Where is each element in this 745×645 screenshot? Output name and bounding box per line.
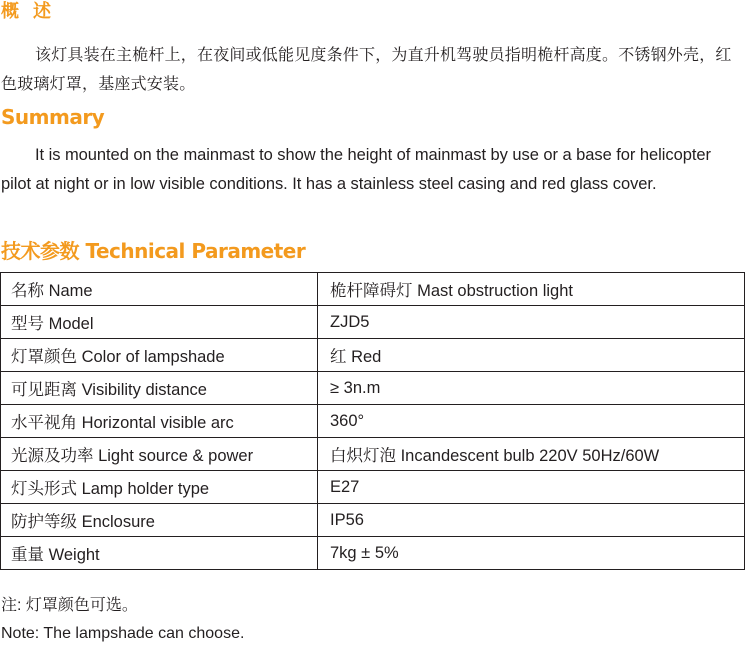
parameter-value: ZJD5 — [318, 306, 745, 339]
overview-paragraph: 该灯具装在主桅杆上，在夜间或低能见度条件下，为直升机驾驶员指明桅杆高度。不锈钢外壳，红色玻璃灯罩，基座式安装。 — [1, 45, 732, 93]
summary-heading: Summary — [1, 105, 105, 129]
table-row — [1, 438, 745, 471]
overview-heading: 概述 — [1, 1, 65, 22]
parameter-table — [0, 272, 745, 570]
table-row — [1, 504, 745, 537]
parameter-value: 桅杆障碍灯 Mast obstruction light — [318, 273, 745, 306]
parameter-label: 名称 Name — [1, 273, 318, 306]
table-row — [1, 405, 745, 438]
table-row — [1, 471, 745, 504]
summary-paragraph: It is mounted on the mainmast to show the height of mainmast by use or a base for helicopter pilot at night or in low visible conditions. It has a stainless steel casing and red glass cover. — [1, 146, 711, 193]
table-row — [1, 372, 745, 405]
parameter-label: 可见距离 Visibility distance — [1, 372, 318, 405]
table-row — [1, 273, 745, 306]
technical-parameter-heading: 技术参数 Technical Parameter — [1, 239, 306, 263]
parameter-value: IP56 — [318, 504, 745, 537]
parameter-label: 水平视角 Horizontal visible arc — [1, 405, 318, 438]
note-chinese: 注: 灯罩颜色可选。 — [1, 597, 138, 614]
table-row — [1, 306, 745, 339]
parameter-value: 360° — [318, 405, 745, 438]
parameter-value: ≥ 3n.m — [318, 372, 745, 405]
table-row — [1, 537, 745, 570]
table-row — [1, 339, 745, 372]
parameter-value: E27 — [318, 471, 745, 504]
parameter-label: 防护等级 Enclosure — [1, 504, 318, 537]
note-english: Note: The lampshade can choose. — [1, 625, 245, 642]
parameter-label: 灯罩颜色 Color of lampshade — [1, 339, 318, 372]
parameter-label: 光源及功率 Light source & power — [1, 438, 318, 471]
parameter-label: 型号 Model — [1, 306, 318, 339]
parameter-label: 灯头形式 Lamp holder type — [1, 471, 318, 504]
parameter-value: 白炽灯泡 Incandescent bulb 220V 50Hz/60W — [318, 438, 745, 471]
parameter-label: 重量 Weight — [1, 537, 318, 570]
parameter-value: 7kg ± 5% — [318, 537, 745, 570]
parameter-value: 红 Red — [318, 339, 745, 372]
